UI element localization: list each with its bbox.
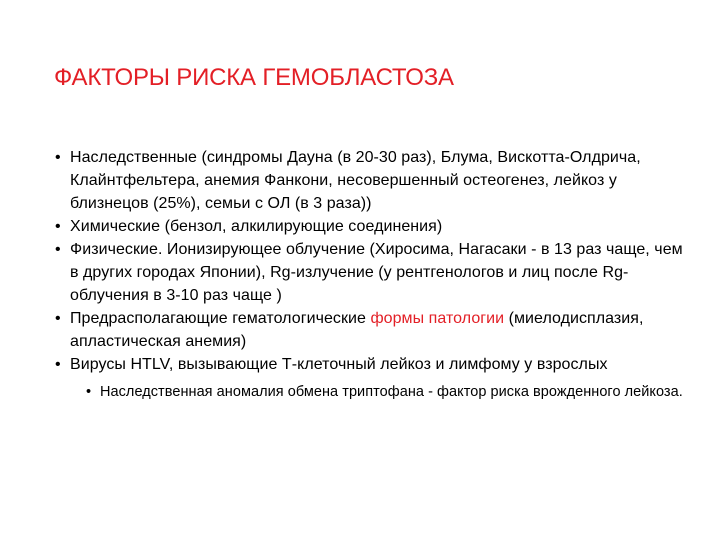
sub-bullet-text: Наследственная аномалия обмена триптофана - фактор риска врожденного лейкоза.	[100, 384, 683, 400]
bullet-dot-icon: •	[86, 384, 92, 400]
bullet-dot-icon: •	[55, 356, 61, 373]
bullet-text-after: (миелодисплазия, апластическая анемия)	[70, 310, 644, 350]
sub-bullet-item-tryptophan	[86, 382, 694, 403]
bullet-text: Физические. Ионизирующее облучение (Хиросима, Нагасаки - в 13 раз чаще, чем в других городах Японии), Rg-излучение (у рентгенологов и лиц после Rg-облучения в 3-10 раз чаще )	[70, 241, 683, 304]
bullet-list	[54, 146, 694, 403]
bullet-dot-icon: •	[55, 310, 61, 327]
bullet-dot-icon: •	[55, 149, 61, 166]
bullet-item-predisposing	[54, 307, 694, 353]
bullet-item-physical	[54, 238, 694, 307]
bullet-item-hereditary	[54, 146, 694, 215]
bullet-dot-icon: •	[55, 218, 61, 235]
bullet-text-before: Предрасполагающие гематологические	[70, 310, 371, 327]
bullet-text: Вирусы HTLV, вызывающие Т-клеточный лейкоз и лимфому у взрослых	[70, 356, 608, 373]
bullet-dot-icon: •	[55, 241, 61, 258]
slide-title: ФАКТОРЫ РИСКА ГЕМОБЛАСТОЗА	[54, 64, 454, 91]
bullet-item-chemical	[54, 215, 694, 238]
bullet-text: Наследственные (синдромы Дауна (в 20-30 раз), Блума, Вискотта-Олдрича, Клайнтфельтера, анемия Фанкони, несовершенный остеогенез, лейкоз у близнецов (25%), семьи с ОЛ (в 3 раза))	[70, 149, 641, 212]
bullet-text-highlight: формы патологии	[370, 310, 505, 327]
bullet-text: Химические (бензол, алкилирующие соединения)	[70, 218, 443, 235]
bullet-item-viruses	[54, 353, 694, 376]
